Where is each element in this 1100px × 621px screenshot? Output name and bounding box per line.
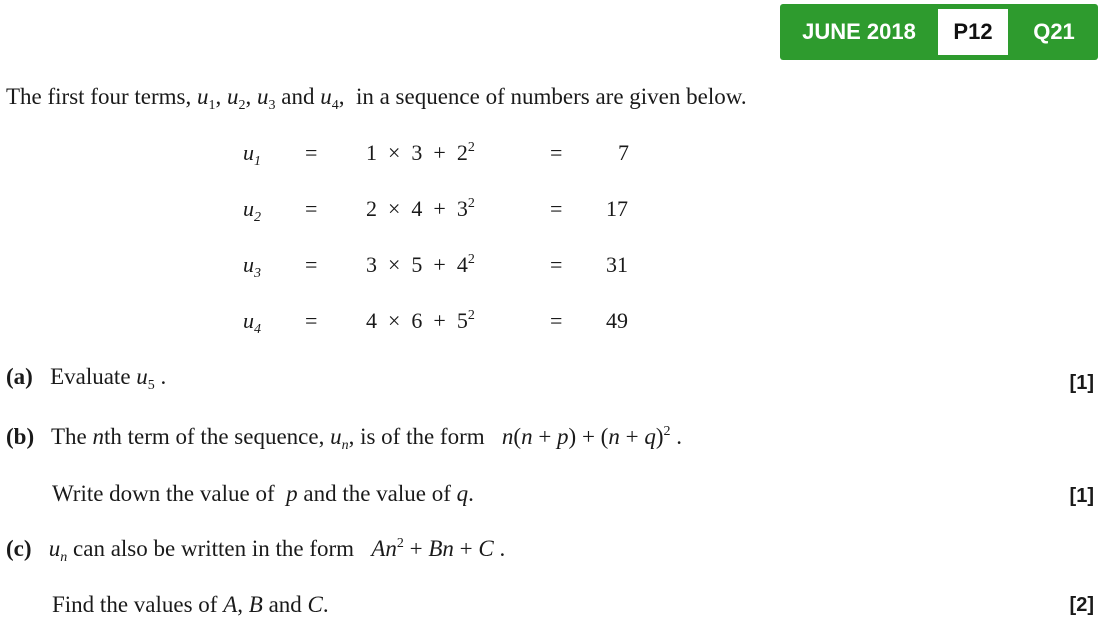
term-u4: u: [320, 84, 332, 109]
row-expression: $1 \times 3 + 2^2$: [366, 140, 475, 165]
comma: ,: [237, 592, 244, 617]
equals-sign: =: [305, 308, 318, 333]
equals-sign: =: [305, 196, 318, 221]
row-expression: $2 \times 4 + 3^2$: [366, 196, 475, 221]
row-term: $u_1$: [243, 140, 261, 169]
p-symbol: p: [286, 481, 298, 506]
term-u3-subscript: 3: [268, 98, 276, 113]
part-c-text: can also be written in the form: [73, 536, 355, 561]
n-symbol: n: [92, 424, 104, 449]
row-expression: $4 \times 6 + 5^2$: [366, 308, 475, 333]
question-number-label: Q21: [1033, 19, 1075, 44]
row-term: $u_4$: [243, 308, 261, 337]
part-c-marks: [2]: [1069, 594, 1094, 616]
row-term: $u_3$: [243, 252, 261, 281]
equals-sign: =: [550, 140, 563, 165]
quadratic-form-expression: $An^2 + Bn + C$ .: [371, 536, 506, 561]
part-b-text-mid: is of the form: [360, 424, 485, 449]
intro-sentence: [6, 84, 747, 114]
question-reference-badge: [780, 4, 1098, 60]
intro-text-start: The first four terms,: [6, 84, 192, 109]
part-c-label: (c): [6, 536, 32, 561]
term-u3: u: [256, 84, 269, 109]
part-b-marks: [1]: [1069, 485, 1094, 507]
intro-text-end: in a sequence of numbers are given below.: [355, 84, 747, 109]
part-b-text: th term of the sequence,: [103, 424, 325, 449]
part-a-marks: [1]: [1069, 372, 1094, 394]
and-word: and: [281, 84, 315, 109]
term-un-subscript: n: [341, 438, 349, 453]
exam-date-label: JUNE 2018: [802, 19, 916, 44]
term-u2: u: [226, 84, 239, 109]
part-b-instruction: [52, 481, 474, 507]
term-u5: u: [136, 364, 148, 389]
equals-sign: =: [550, 308, 563, 333]
equals-sign: =: [305, 140, 318, 165]
term-u4-subscript: 4: [331, 98, 339, 113]
term-u2-subscript: 2: [238, 98, 246, 113]
part-c-instruction: [52, 592, 329, 618]
part-a-text: Evaluate: [50, 364, 131, 389]
part-b-instruction-text: Write down the value of: [52, 481, 275, 506]
full-stop: .: [160, 364, 167, 389]
part-b-question: [6, 424, 682, 454]
paper-label: P12: [938, 9, 1008, 55]
row-expression: $3 \times 5 + 4^2$: [366, 252, 475, 277]
q-symbol: q: [456, 481, 469, 506]
comma: ,: [215, 84, 222, 109]
part-b-instruction-mid: and the value of: [303, 481, 451, 506]
term-un: u: [48, 536, 61, 561]
and-word: and: [268, 592, 302, 617]
nth-term-form-expression: $n(n + p) + (n + q)^2$ .: [501, 424, 682, 449]
equals-sign: =: [550, 196, 563, 221]
row-result: 49: [606, 308, 628, 333]
equals-sign: =: [550, 252, 563, 277]
comma: ,: [245, 84, 252, 109]
part-a-question: [6, 364, 166, 394]
part-c-instruction-text: Find the values of: [52, 592, 218, 617]
comma: ,: [338, 84, 345, 109]
row-result: 7: [618, 140, 629, 165]
term-un-subscript: n: [60, 550, 68, 565]
comma: ,: [348, 424, 355, 449]
A-symbol: A: [223, 592, 238, 617]
B-symbol: B: [248, 592, 263, 617]
row-result: 31: [606, 252, 628, 277]
term-u1-subscript: 1: [208, 98, 216, 113]
row-result: 17: [606, 196, 628, 221]
full-stop: .: [468, 481, 474, 506]
part-c-question: [6, 536, 505, 566]
equals-sign: =: [305, 252, 318, 277]
term-u1: u: [196, 84, 209, 109]
term-un: u: [330, 424, 342, 449]
full-stop: .: [322, 592, 329, 617]
part-a-label: (a): [6, 364, 33, 389]
part-b-label: (b): [6, 424, 35, 449]
C-symbol: C: [307, 592, 323, 617]
part-b-text-start: The: [50, 424, 87, 449]
term-u5-subscript: 5: [147, 378, 155, 393]
row-term: $u_2$: [243, 196, 261, 225]
